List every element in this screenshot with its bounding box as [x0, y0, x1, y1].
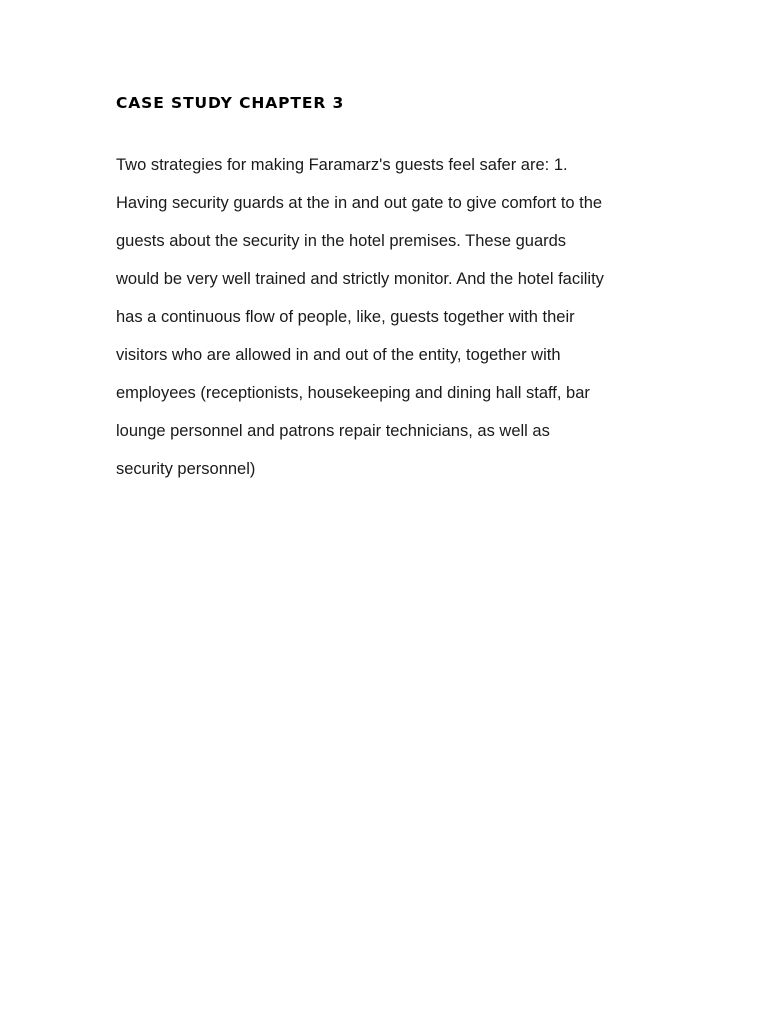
paragraph-line: employees (receptionists, housekeeping and dining hall staff, bar	[116, 384, 590, 402]
paragraph-line: visitors who are allowed in and out of the entity, together with	[116, 346, 561, 364]
paragraph-line: lounge personnel and patrons repair technicians, as well as	[116, 422, 550, 440]
paragraph-line: has a continuous flow of people, like, guests together with their	[116, 308, 575, 326]
case-study-paragraph	[116, 148, 676, 490]
paragraph-line: guests about the security in the hotel premises. These guards	[116, 232, 567, 250]
document-heading: CASE STUDY CHAPTER 3	[116, 94, 345, 112]
paragraph-line: Two strategies for making Faramarz's guests feel safer are: 1.	[116, 156, 568, 174]
paragraph-line: security personnel)	[116, 460, 256, 478]
paragraph-line: would be very well trained and strictly monitor. And the hotel facility	[116, 270, 604, 288]
paragraph-line: Having security guards at the in and out gate to give comfort to the	[116, 194, 603, 212]
